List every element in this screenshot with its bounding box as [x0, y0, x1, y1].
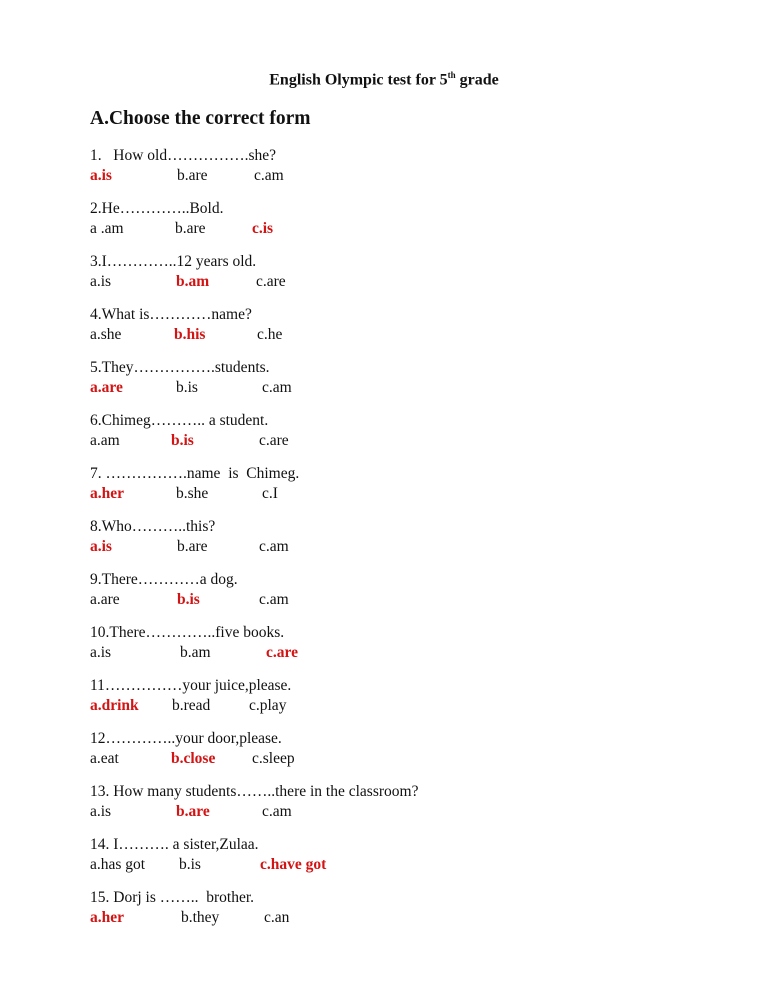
question-3 [90, 252, 710, 292]
question-stem: 8.Who………..this? [90, 518, 216, 535]
question-2 [90, 199, 710, 239]
option-c: c.am [259, 538, 289, 555]
option-b: b.are [175, 220, 206, 237]
option-a: a.is [90, 167, 112, 184]
option-a: a.her [90, 909, 125, 926]
option-b: b.are [177, 538, 208, 555]
question-15 [90, 888, 710, 928]
answer-options [90, 802, 710, 822]
answer-options [90, 590, 710, 610]
option-c: c.I [262, 485, 278, 502]
answer-options [90, 166, 710, 186]
section-heading: A.Choose the correct form [90, 108, 311, 129]
question-stem: 14. I………. a sister,Zulaa. [90, 836, 259, 853]
question-stem: 15. Dorj is …….. brother. [90, 889, 255, 906]
option-c: c.sleep [252, 750, 295, 767]
option-b: b.is [176, 379, 198, 396]
question-stem: 10.There…………..five books. [90, 624, 285, 641]
question-stem: 4.What is…………name? [90, 306, 252, 323]
option-a: a.her [90, 485, 125, 502]
question-9 [90, 570, 710, 610]
option-c: c.play [249, 697, 287, 714]
question-stem: 1. How old…………….she? [90, 147, 276, 164]
option-b: b.are [177, 167, 208, 184]
option-a: a.is [90, 803, 112, 820]
answer-options [90, 908, 710, 928]
option-c: c.am [262, 379, 292, 396]
option-c: c.am [262, 803, 292, 820]
option-b: b.close [171, 750, 216, 767]
option-a: a.are [90, 591, 120, 608]
option-b: b.is [171, 432, 194, 449]
question-stem: 2.He…………..Bold. [90, 200, 224, 217]
question-12 [90, 729, 710, 769]
option-b: b.is [179, 856, 201, 873]
question-8 [90, 517, 710, 557]
option-a: a.are [90, 379, 123, 396]
question-stem: 11……………your juice,please. [90, 677, 292, 694]
answer-options [90, 378, 710, 398]
question-11 [90, 676, 710, 716]
question-stem: 12…………..your door,please. [90, 730, 282, 747]
option-a: a.am [90, 432, 120, 449]
option-a: a.is [90, 644, 112, 661]
option-c: c.is [252, 220, 274, 237]
question-1 [90, 146, 710, 186]
option-c: c.have got [260, 856, 327, 873]
answer-options [90, 431, 710, 451]
question-stem: 7. …………….name is Chimeg. [90, 465, 300, 482]
option-b: b.is [177, 591, 200, 608]
option-b: b.am [180, 644, 211, 661]
title-prefix: English Olympic test for 5 [269, 71, 448, 89]
question-stem: 9.There…………a dog. [90, 571, 238, 588]
option-c: c.am [259, 591, 289, 608]
option-a: a.has got [90, 856, 146, 873]
answer-options [90, 325, 710, 345]
question-stem: 3.I…………..12 years old. [90, 253, 257, 270]
option-a: a.is [90, 273, 112, 290]
answer-options [90, 855, 710, 875]
option-a: a.eat [90, 750, 119, 767]
answer-options [90, 537, 710, 557]
title-superscript: th [447, 70, 456, 80]
option-c: c.are [256, 273, 286, 290]
question-stem: 6.Chimeg……….. a student. [90, 412, 269, 429]
question-6 [90, 411, 710, 451]
question-stem: 13. How many students……..there in the classroom? [90, 783, 419, 800]
option-b: b.they [181, 909, 220, 926]
option-b: b.are [176, 803, 210, 820]
option-a: a.drink [90, 697, 139, 714]
option-b: b.she [176, 485, 209, 502]
question-7 [90, 464, 710, 504]
question-5 [90, 358, 710, 398]
question-4 [90, 305, 710, 345]
option-c: c.are [259, 432, 289, 449]
answer-options [90, 219, 710, 239]
option-c: c.he [257, 326, 283, 343]
answer-options [90, 484, 710, 504]
question-13 [90, 782, 710, 822]
option-c: c.are [266, 644, 298, 661]
answer-options [90, 643, 710, 663]
option-b: b.his [174, 326, 206, 343]
answer-options [90, 696, 710, 716]
answer-options [90, 272, 710, 292]
question-stem: 5.They…………….students. [90, 359, 270, 376]
option-a: a.is [90, 538, 112, 555]
answer-options [90, 749, 710, 769]
option-b: b.am [176, 273, 210, 290]
option-a: a.she [90, 326, 122, 343]
option-c: c.an [264, 909, 290, 926]
option-a: a .am [90, 220, 124, 237]
option-b: b.read [172, 697, 211, 714]
question-14 [90, 835, 710, 875]
document-title [0, 70, 768, 89]
question-10 [90, 623, 710, 663]
option-c: c.am [254, 167, 284, 184]
title-suffix: grade [455, 71, 499, 89]
